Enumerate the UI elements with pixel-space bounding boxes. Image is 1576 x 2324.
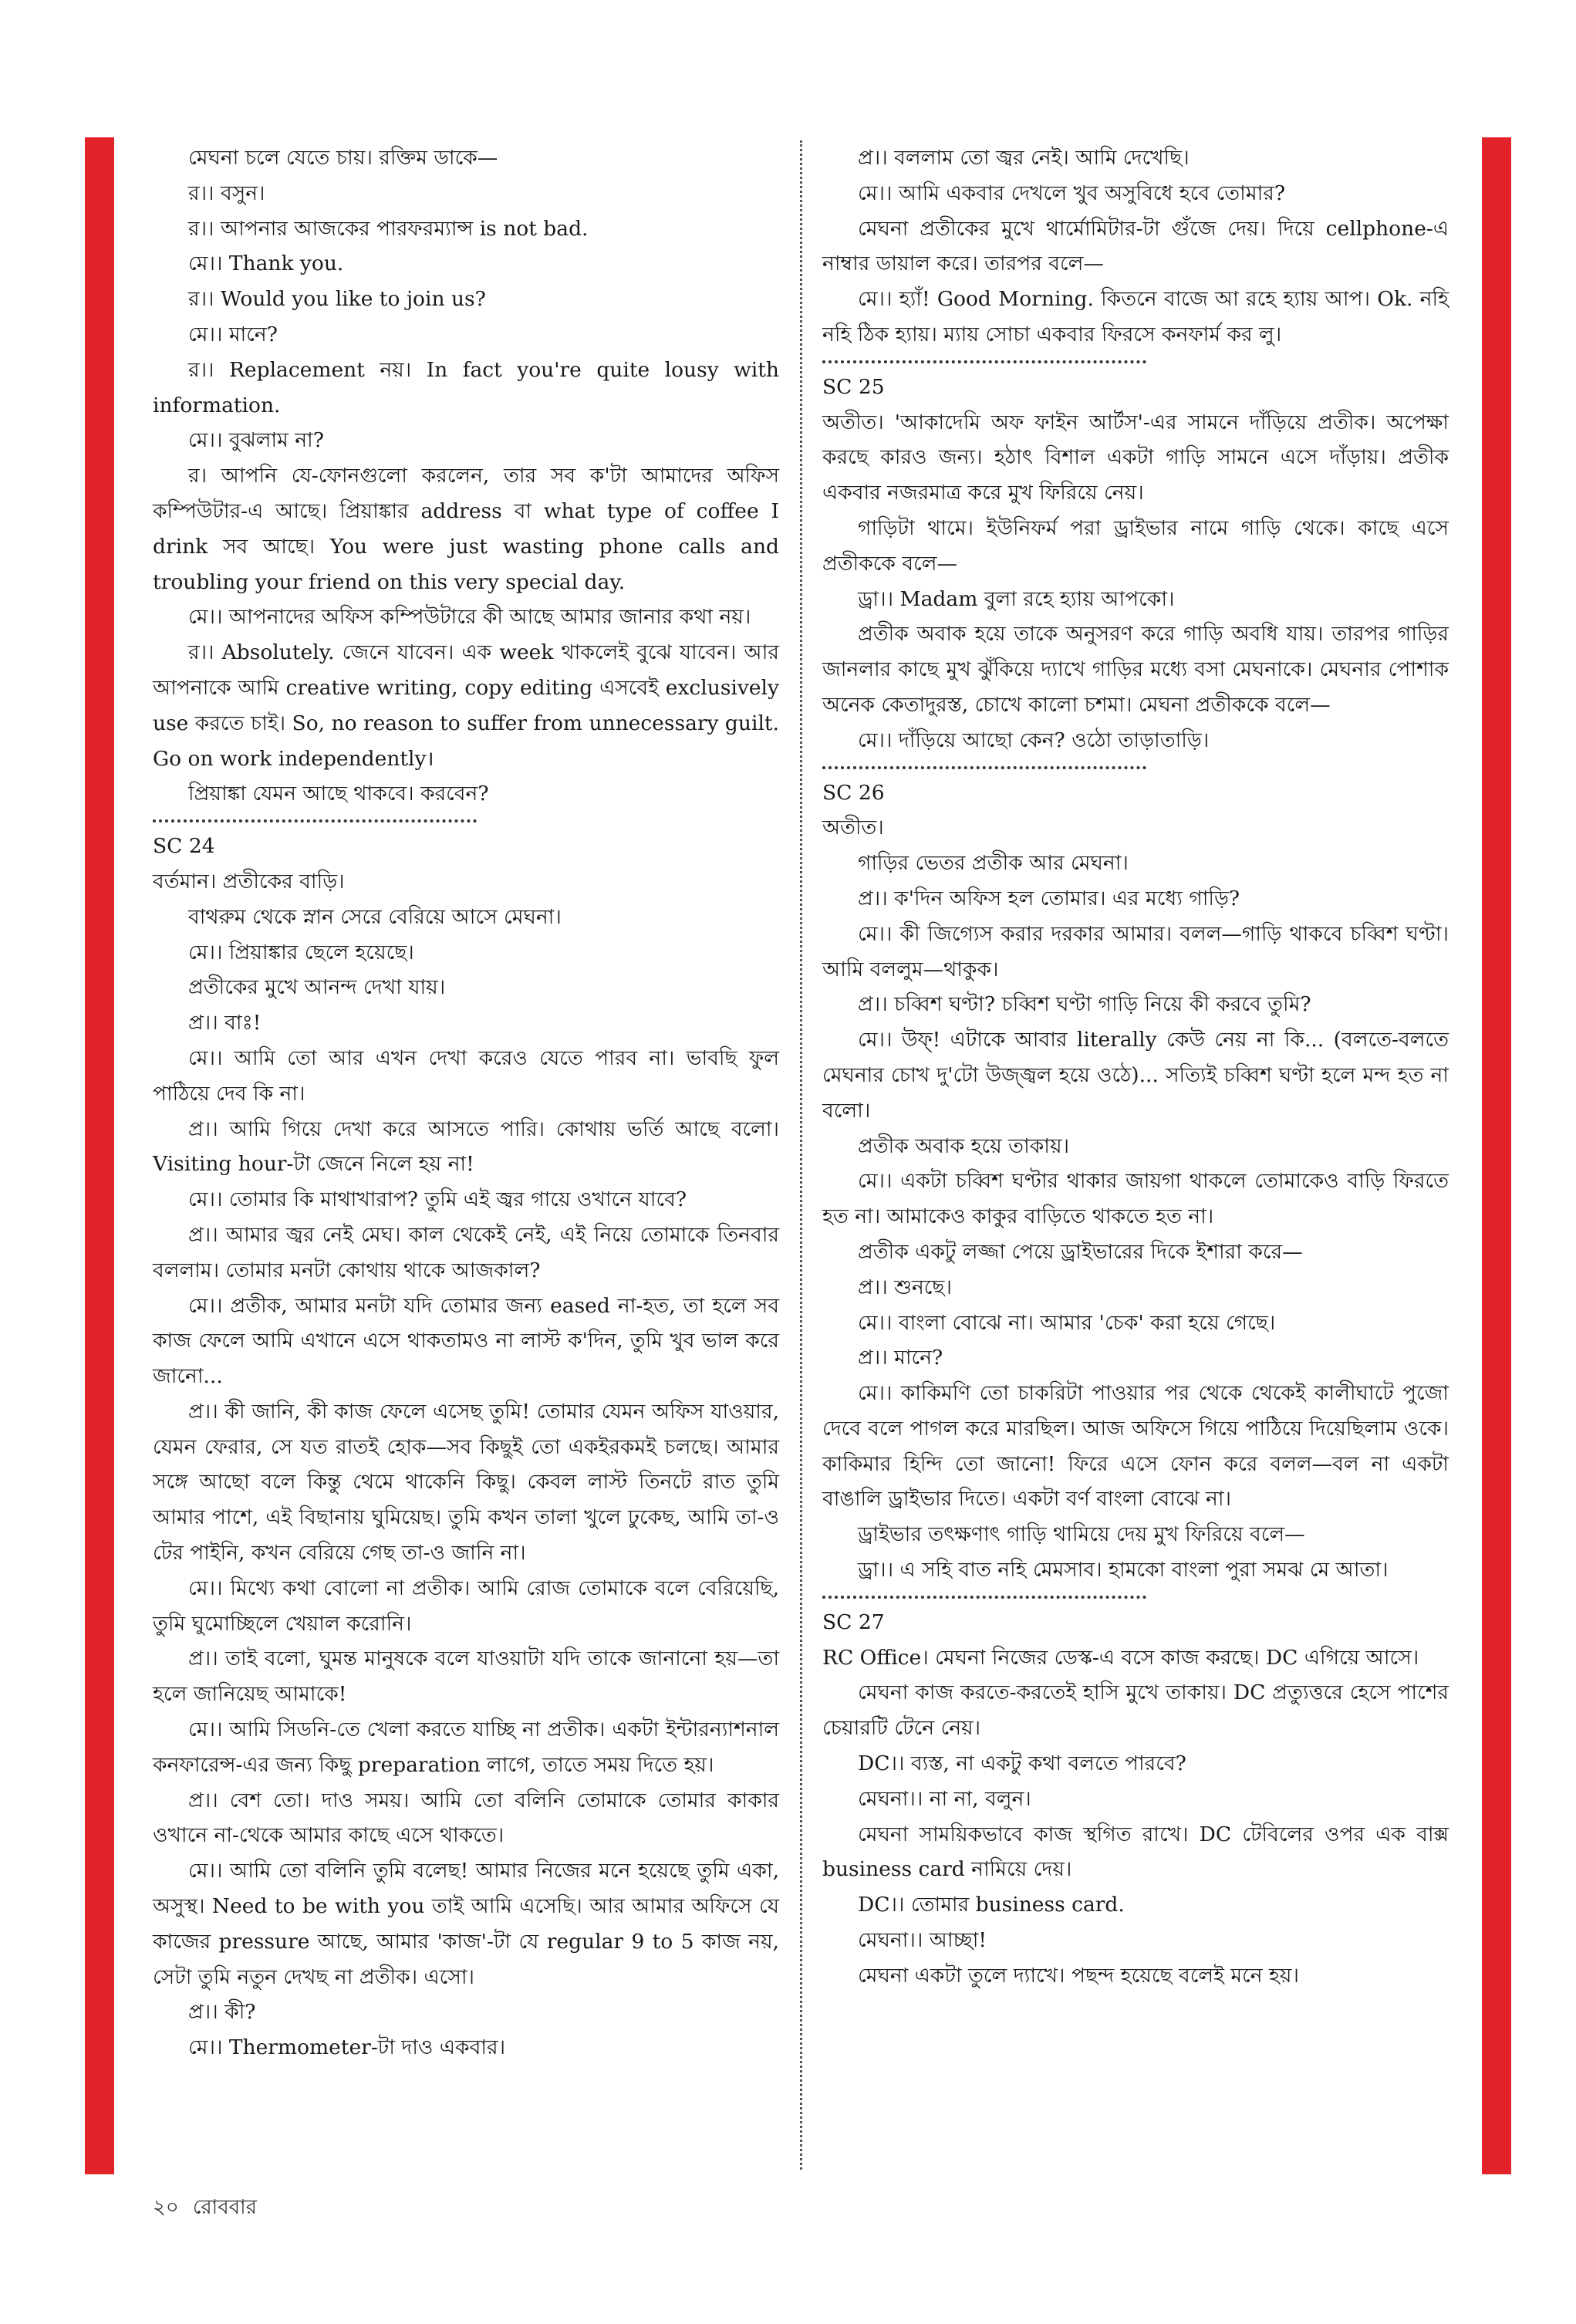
script-paragraph: মেঘনা প্রতীকের মুখে থার্মোমিটার-টা গুঁজে দেয়। দিয়ে cellphone-এ নাম্বার ডায়াল করে। তারপর বলে— — [822, 216, 1449, 276]
script-paragraph: র।। Absolutely. জেনে যাবেন। এক week থাকলেই বুঝে যাবেন। আর আপনাকে আমি creative writing, copy editing এসবেই exclusively use করতে চাই। So, no reason to suffer from unnecessary guilt. Go on work independently। — [153, 640, 779, 771]
scene-heading: SC 24 — [153, 834, 215, 859]
script-paragraph: মে।। আপনাদের অফিস কম্পিউটারে কী আছে আমার জানার কথা নয়। — [188, 605, 751, 630]
script-paragraph: গাড়ির ভেতর প্রতীক আর মেঘনা। — [858, 851, 1129, 876]
script-paragraph: ড্রা।। এ সহি বাত নহি মেমসাব। হামকো বাংলা পুরা সমঝ মে আতা। — [858, 1558, 1389, 1583]
script-paragraph: প্রতীকের মুখে আনন্দ দেখা যায়। — [188, 975, 446, 1000]
script-paragraph: র।। Would you like to join us? — [188, 287, 486, 312]
script-paragraph: মে।। আমি তো আর এখন দেখা করেও যেতে পারব না। ভাবছি ফুল পাঠিয়ে দেব কি না। — [153, 1045, 779, 1106]
script-paragraph: প্র।। তাই বলো, ঘুমন্ত মানুষকে বলে যাওয়াটা যদি তাকে জানানো হয়—তা হলে জানিয়েছ আমাকে! — [153, 1647, 779, 1707]
scene-separator — [822, 1596, 1146, 1599]
script-paragraph: মে।। একটা চব্বিশ ঘণ্টার থাকার জায়গা থাকলে তোমাকেও বাড়ি ফিরতে হত না। আমাকেও কাকুর বাড়িতে থাকতে হত না। — [822, 1169, 1449, 1229]
script-paragraph: গাড়িটা থামে। ইউনিফর্ম পরা ড্রাইভার নামে গাড়ি থেকে। কাছে এসে প্রতীককে বলে— — [822, 515, 1449, 576]
script-paragraph: র।। বসুন। — [188, 181, 265, 205]
scene-heading: SC 25 — [822, 374, 885, 399]
script-paragraph: ড্রাইভার তৎক্ষণাৎ গাড়ি থামিয়ে দেয় মুখ ফিরিয়ে বলে— — [858, 1522, 1305, 1547]
script-paragraph: র।। Replacement নয়। In fact you're quite lousy with information. — [153, 357, 779, 417]
script-paragraph: প্র।। ক'দিন অফিস হল তোমার। এর মধ্যে গাড়ি? — [858, 886, 1240, 910]
script-paragraph: মে।। Thermometer-টা দাও একবার। — [188, 2035, 506, 2060]
script-paragraph: মে।। বুঝলাম না? — [188, 428, 324, 453]
script-paragraph: মেঘনা।। না না, বলুন। — [858, 1786, 1031, 1811]
script-paragraph: মে।। Thank you. — [188, 252, 344, 276]
script-paragraph: মে।। বাংলা বোঝে না। আমার 'চেক' করা হয়ে গেছে। — [858, 1310, 1276, 1335]
script-paragraph: মে।। দাঁড়িয়ে আছো কেন? ওঠো তাড়াতাড়ি। — [858, 728, 1210, 752]
script-paragraph: প্র।। মানে? — [858, 1346, 943, 1370]
page-number: ২০ — [153, 2196, 179, 2219]
script-paragraph: মে।। কাকিমণি তো চাকরিটা পাওয়ার পর থেকে থেকেই কালীঘাটে পুজো দেবে বলে পাগল করে মারছিল। আজ অফিসে গিয়ে পাঠিয়ে দিয়েছিলাম ওকে। কাকিমার হিন্দি তো জানো! ফিরে এসে ফোন করে বলল—বল না একটা বাঙালি ড্রাইভার দিতে। একটা বর্ণ বাংলা বোঝে না। — [822, 1381, 1449, 1512]
script-paragraph: মে।। উফ্! এটাকে আবার literally কেউ নেয় না কি... (বলতে-বলতে মেঘনার চোখ দু'টো উজ্জ্বল হয়ে ওঠে)... সত্যিই চব্বিশ ঘণ্টা হলে মন্দ হত না বলো। — [822, 1028, 1449, 1123]
script-paragraph: র। আপনি যে-ফোনগুলো করলেন, তার সব ক'টা আমাদের অফিস কম্পিউটার-এ আছে। প্রিয়াঙ্কার address বা what type of coffee I drink সব আছে। You were just wasting phone calls and troubling your friend on this very special day. — [153, 464, 779, 594]
script-paragraph: মেঘনা একটা তুলে দ্যাখে। পছন্দ হয়েছে বলেই মনে হয়। — [858, 1963, 1299, 1988]
script-paragraph: DC।। তোমার business card. — [858, 1893, 1125, 1917]
script-paragraph: মে।। আমি একবার দেখলে খুব অসুবিধে হবে তোমার? — [858, 181, 1286, 205]
script-paragraph: অতীত। 'আকাদেমি অফ ফাইন আর্টস'-এর সামনে দাঁড়িয়ে প্রতীক। অপেক্ষা করছে কারও জন্য। হঠাৎ বিশাল একটা গাড়ি সামনে এসে দাঁড়ায়। প্রতীক একবার নজরমাত্র করে মুখ ফিরিয়ে নেয়। — [822, 410, 1449, 505]
script-paragraph: অতীত। — [822, 816, 884, 840]
script-paragraph: RC Office। মেঘনা নিজের ডেস্ক-এ বসে কাজ করছে। DC এগিয়ে আসে। — [822, 1645, 1419, 1670]
script-paragraph: মে।। তোমার কি মাথাখারাপ? তুমি এই জ্বর গায়ে ওখানে যাবে? — [188, 1187, 687, 1212]
script-paragraph: মেঘনা কাজ করতে-করতেই হাসি মুখে তাকায়। DC প্রত্যুত্তরে হেসে পাশের চেয়ারটি টেনে নেয়। — [822, 1681, 1449, 1741]
script-paragraph: প্র।। কী জানি, কী কাজ ফেলে এসেছ তুমি! তোমার যেমন অফিস যাওয়ার, যেমন ফেরার, সে যত রাতই হোক—সব কিছুই তো একইরকমই চলছে। আমার সঙ্গে আছো বলে কিন্তু থেমে থাকেনি কিছু। কেবল লাস্ট তিনটে রাত তুমি আমার পাশে, এই বিছানায় ঘুমিয়েছ। তুমি কখন তালা খুলে ঢুকেছ, আমি তা-ও টের পাইনি, কখন বেরিয়ে গেছ তা-ও জানি না। — [153, 1399, 779, 1566]
script-paragraph: প্র।। আমার জ্বর নেই মেঘ। কাল থেকেই নেই, এই নিয়ে তোমাকে তিনবার বললাম। তোমার মনটা কোথায় থাকে আজকাল? — [153, 1222, 779, 1282]
script-paragraph: প্র।। আমি গিয়ে দেখা করে আসতে পারি। কোথায় ভর্তি আছে বলো। Visiting hour-টা জেনে নিলে হয় না! — [153, 1116, 779, 1177]
script-paragraph: মে।। কী জিগ্যেস করার দরকার আমার। বলল—গাড়ি থাকবে চব্বিশ ঘণ্টা। আমি বললুম—থাকুক। — [822, 921, 1449, 981]
script-paragraph: মে।। আমি তো বলিনি তুমি বলেছ! আমার নিজের মনে হয়েছে তুমি একা, অসুস্থ। Need to be with you তাই আমি এসেছি। আর আমার অফিসে যে কাজের pressure আছে, আমার 'কাজ'-টা যে regular 9 to 5 কাজ নয়, সেটা তুমি নতুন দেখছ না প্রতীক। এসো। — [153, 1859, 779, 1989]
script-paragraph: মে।। প্রতীক, আমার মনটা যদি তোমার জন্য eased না-হত, তা হলে সব কাজ ফেলে আমি এখানে এসে থাকতামও না লাস্ট ক'দিন, তুমি খুব ভাল করে জানো... — [153, 1293, 779, 1389]
right-red-margin-bar — [1482, 137, 1511, 2174]
scene-heading: SC 26 — [822, 780, 885, 805]
script-paragraph: মেঘনা চলে যেতে চায়। রক্তিম ডাকে— — [188, 146, 498, 170]
scene-separator — [153, 819, 477, 823]
script-paragraph: প্র।। বেশ তো। দাও সময়। আমি তো বলিনি তোমাকে তোমার কাকার ওখানে না-থেকে আমার কাছে এসে থাকতে। — [153, 1788, 779, 1848]
script-paragraph: বাথরুম থেকে স্নান সেরে বেরিয়ে আসে মেঘনা। — [188, 904, 562, 929]
script-paragraph: প্র।। কী? — [188, 2000, 256, 2025]
script-paragraph: মেঘনা সাময়িকভাবে কাজ স্থগিত রাখে। DC টেবিলের ওপর এক বাক্স business card নামিয়ে দেয়। — [822, 1822, 1449, 1882]
column-divider — [800, 140, 802, 2170]
script-paragraph: মে।। আমি সিডনি-তে খেলা করতে যাচ্ছি না প্রতীক। একটা ইন্টারন্যাশনাল কনফারেন্স-এর জন্য কিছু preparation লাগে, তাতে সময় দিতে হয়। — [153, 1718, 779, 1777]
left-red-margin-bar — [85, 137, 114, 2174]
script-paragraph: মেঘনা।। আচ্ছা! — [858, 1928, 987, 1953]
script-paragraph: প্রতীক অবাক হয়ে তাকে অনুসরণ করে গাড়ি অবধি যায়। তারপর গাড়ির জানলার কাছে মুখ ঝুঁকিয়ে দ্যাখে গাড়ির মধ্যে বসা মেঘনাকে। মেঘনার পোশাক অনেক কেতাদুরস্ত, চোখে কালো চশমা। মেঘনা প্রতীককে বলে— — [822, 622, 1449, 717]
script-paragraph: মে।। হ্যাঁ! Good Morning. কিতনে বাজে আ রহে হ্যায় আপ। Ok. নহি নহি ঠিক হ্যায়। ম্যায় সোচা একবার ফিরসে কনফার্ম কর লু। — [822, 287, 1449, 346]
script-paragraph: প্রিয়াঙ্কা যেমন আছে থাকবে। করবেন? — [188, 782, 489, 806]
script-paragraph: মে।। প্রিয়াঙ্কার ছেলে হয়েছে। — [188, 940, 414, 964]
script-paragraph: বর্তমান। প্রতীকের বাড়ি। — [153, 869, 345, 893]
scene-separator — [822, 360, 1146, 363]
script-paragraph: প্র।। চব্বিশ ঘণ্টা? চব্বিশ ঘণ্টা গাড়ি নিয়ে কী করবে তুমি? — [858, 992, 1311, 1017]
script-paragraph: মে।। মানে? — [188, 322, 278, 346]
script-paragraph: প্র।। বাঃ! — [188, 1011, 262, 1035]
magazine-name: রোববার — [192, 2196, 257, 2219]
script-paragraph: ড্রা।। Madam বুলা রহে হ্যায় আপকো। — [858, 586, 1175, 611]
scene-separator — [822, 766, 1146, 769]
left-text-column — [153, 140, 779, 2066]
script-paragraph: DC।। ব্যস্ত, না একটু কথা বলতে পারবে? — [858, 1751, 1186, 1776]
right-text-column — [822, 140, 1449, 1994]
script-paragraph: প্রতীক একটু লজ্জা পেয়ে ড্রাইভারের দিকে ইশারা করে— — [858, 1239, 1303, 1264]
scene-heading: SC 27 — [822, 1610, 885, 1634]
script-paragraph: মে।। মিথ্যে কথা বোলো না প্রতীক। আমি রোজ তোমাকে বলে বেরিয়েছি, তুমি ঘুমোচ্ছিলে খেয়াল করোনি। — [153, 1576, 779, 1636]
script-paragraph: প্রতীক অবাক হয়ে তাকায়। — [858, 1133, 1070, 1158]
script-paragraph: র।। আপনার আজকের পারফরম্যান্স is not bad. — [188, 216, 589, 241]
script-paragraph: প্র।। শুনছে। — [858, 1275, 952, 1299]
page-footer — [153, 2191, 271, 2225]
script-paragraph: প্র।। বললাম তো জ্বর নেই। আমি দেখেছি। — [858, 146, 1190, 170]
